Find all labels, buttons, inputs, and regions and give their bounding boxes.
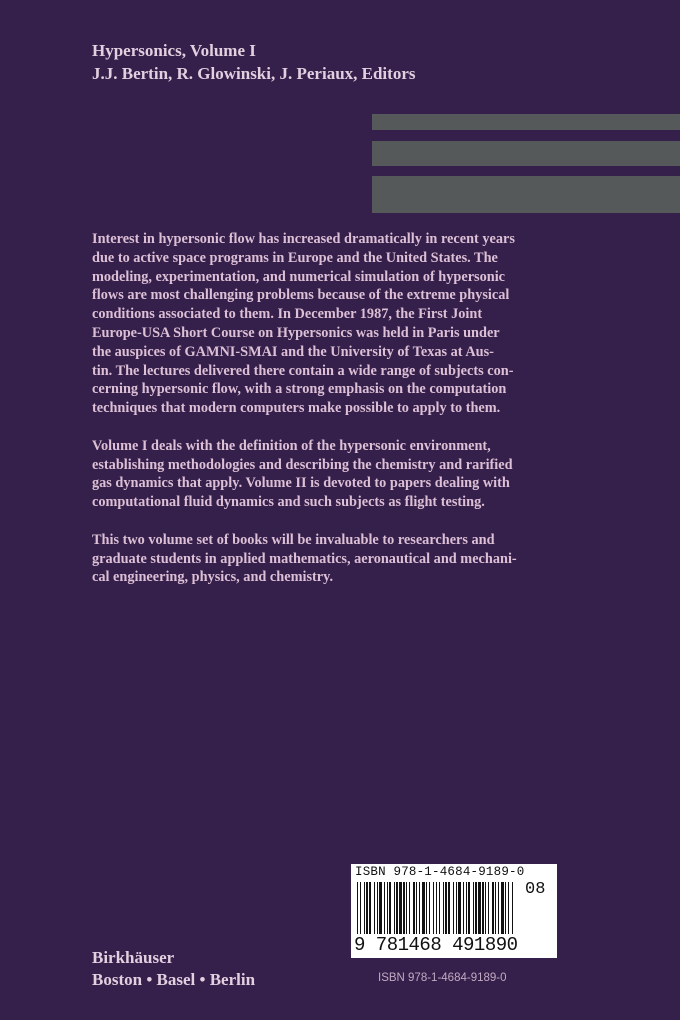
decorative-bar-2 [372, 141, 680, 166]
decorative-bar-1 [372, 114, 680, 130]
barcode-isbn-label: ISBN 978-1-4684-9189-0 [355, 865, 525, 879]
isbn-text: ISBN 978-1-4684-9189-0 [378, 972, 507, 984]
book-title: Hypersonics, Volume I [92, 41, 256, 60]
publisher-cities: Boston • Basel • Berlin [92, 970, 256, 989]
barcode-panel [351, 864, 557, 958]
description-paragraph-3: This two volume set of books will be invaluable to researchers and graduate students in applied mathematics, aeronautical and mechani- cal engineering, physics, and chemistry. [92, 531, 517, 586]
decorative-bar-3 [372, 176, 680, 213]
publisher-name: Birkhäuser [92, 948, 175, 967]
barcode-digits: 9 781468 491890 [354, 934, 518, 956]
editors-line: J.J. Bertin, R. Glowinski, J. Periaux, Editors [92, 64, 416, 83]
barcode-addon: 08 [525, 880, 546, 899]
description-paragraph-2: Volume I deals with the definition of the hypersonic environment, establishing methodologies and describing the chemistry and rarified gas dynamics that apply. Volume II is devoted to papers dealing with computational fluid dynamics and such subjects as flight testing. [92, 437, 513, 511]
description [92, 230, 562, 606]
description-paragraph-1: Interest in hypersonic flow has increased dramatically in recent years due to active space programs in Europe and the United States. The modeling, experimentation, and numerical simulation of hypersonic flows are most challenging problems because of the extreme physical conditions associated to them. In December 1987, the First Joint Europe-USA Short Course on Hypersonics was held in Paris under the auspices of GAMNI-SMAI and the University of Texas at Aus- tin. The lectures delivered there contain a wide range of subjects con- cerning hypersonic flow, with a strong emphasis on the computation techniques that modern computers make possible to apply to them. [92, 231, 515, 417]
